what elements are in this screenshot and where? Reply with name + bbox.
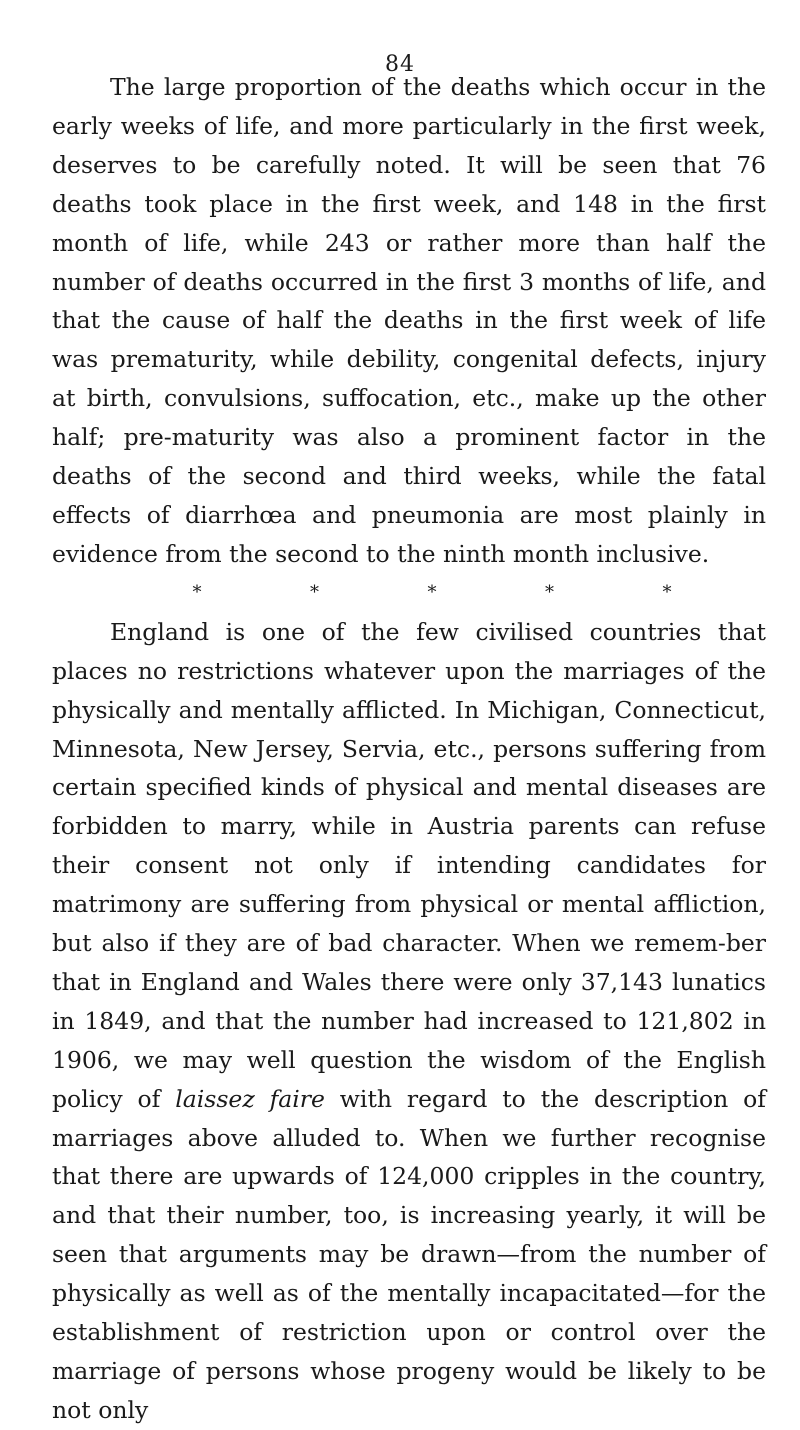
asterisk: * (310, 582, 319, 604)
paragraph-marriage-restrictions (52, 613, 766, 1430)
asterisk: * (427, 582, 437, 604)
asterisk: * (662, 582, 672, 604)
asterisk: * (545, 582, 554, 604)
italic-phrase: laissez faire (175, 1084, 325, 1113)
section-separator (190, 574, 674, 612)
body-text (52, 68, 766, 1430)
asterisk: * (192, 582, 202, 604)
paragraph-infant-deaths: The large proportion of the deaths which occur in the early weeks of life, and more particularly in the first week, deserves to be carefully noted. It will be seen that 76 deaths took place in the first week, and 148 in the first month of life, while 243 or rather more than half the number of deaths occurred in the first 3 months of life, and that the cause of half the deaths in the first week of life was prematurity, while debility, congenital defects, injury at birth, convulsions, suffocation, etc., make up the other half; pre-maturity was also a prominent factor in the deaths of the second and third weeks, while the fatal effects of diarrhœa and pneumonia are most plainly in evidence from the second to the ninth month inclusive. (52, 73, 766, 568)
page-number: 84 (385, 52, 415, 77)
paragraph-text-end: with regard to the description of marriages above alluded to. When we further recognise that there are upwards of 124,000 cripples in the country, and that their number, too, is increasing yearly, it will be seen that arguments may be drawn—from the number of physically as well as of the mentally incapacitated—for the establishment of restriction upon or control over the marriage of persons whose progeny would be likely to be not only (52, 1084, 766, 1424)
paragraph-text-start: England is one of the few civilised countries that places no restrictions whatever upon the marriages of the physically and mentally afflicted. In Michigan, Connecticut, Minnesota, New Jersey, Servia, etc., persons suffering from certain specified kinds of physical and mental diseases are forbidden to marry, while in Austria parents can refuse their consent not only if intending candidates for matrimony are suffering from physical or mental affliction, but also if they are of bad character. When we remem-ber that in England and Wales there were only 37,143 lunatics in 1849, and that the number had increased to 121,802 in 1906, we may well question the wisdom of the English policy of (52, 617, 766, 1113)
